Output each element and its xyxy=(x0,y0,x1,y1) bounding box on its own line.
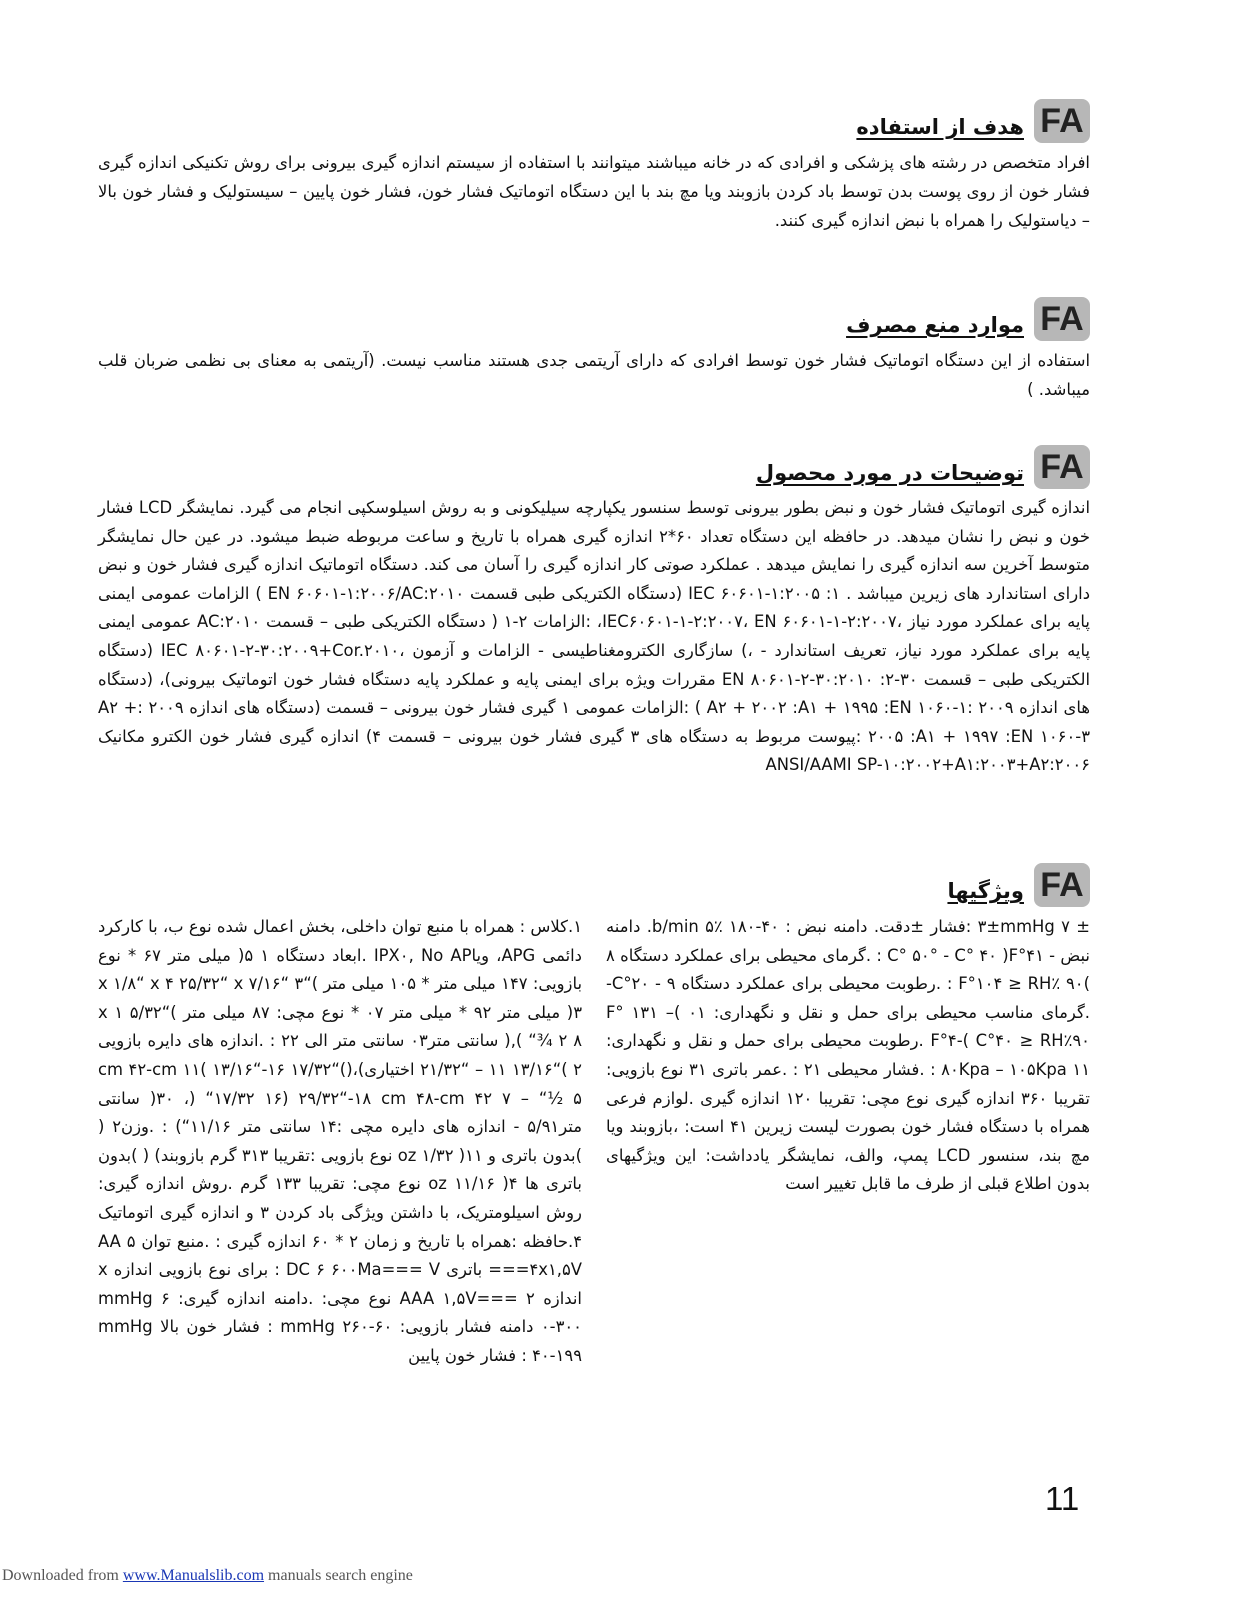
language-badge: FA xyxy=(1034,445,1090,489)
section-header xyxy=(98,296,1090,342)
manualslib-link[interactable]: www.Manualslib.com xyxy=(122,1567,265,1584)
section-contraindications xyxy=(98,296,1090,404)
section-features xyxy=(98,862,1090,908)
section-body: استفاده از این دستگاه اتوماتیک فشار خون توسط افرادی که دارای آریتمی جدی هستند مناسب نیست. (آریتمی به معنای بی نظمی ضربان قلب میباشد. ) xyxy=(98,351,1090,399)
language-badge: FA xyxy=(1034,99,1090,143)
section-header xyxy=(98,862,1090,908)
section-header xyxy=(98,444,1090,490)
section-body: اندازه گیری اتوماتیک فشار خون و نبض بطور بیرونی توسط سنسور یکپارچه سیلیکونی و به روش اسیلوسکپی انجام می گیرد. نمایشگر LCD فشار خون و نبض را نشان میدهد. در حافظه این دستگاه تعداد ۶۰*۲ اندازه گیری همراه با تاریخ و ساعت مربوطه ضبط میشود. در عین حال نمایشگر متوسط آخرین سه اندازه گیری را نمایش میدهد . عملکرد صوتی کار اندازه گیری را آسان می کند. دستگاه اتوماتیک اندازه گیری فشار خون و نبض دارای استاندارد های زیرین میباشد . IEC ۶۰۶۰۱-۱:۲۰۰۵ :۱ (دستگاه الکتریکی طبی قسمت EN ۶۰۶۰۱-۱:۲۰۰۶/AC:۲۰۱۰ ) الزامات عمومی ایمنی پایه برای عملکرد مورد نیاز ،IEC۶۰۶۰۱-۱-۲:۲۰۰۷، EN ۶۰۶۰۱-۱-۲:۲۰۰۷، :الزامات ۲-۱ ( دستگاه الکتریکی طبی – قسمت AC:۲۰۱۰ عمومی ایمنی پایه برای عملکرد مورد نیاز، تعریف استاندارد - ،) سازگاری الکترومغناطیسی - الزامات و آزمون ،IEC ۸۰۶۰۱-۲-۳۰:۲۰۰۹+Cor.۲۰۱۰ (دستگاه الکتریکی طبی – قسمت ۳۰-۲: EN ۸۰۶۰۱-۲-۳۰:۲۰۱۰ مقررات ویژه برای ایمنی پایه و عملکرد پایه دستگاه فشار خون اتوماتیک بیرونی)، (دستگاه های اندازه ۲۰۰۹ :A۲ + ۲۰۰۲ :A۱ + ۱۹۹۵ :EN ۱۰۶۰-۱ ) :الزامات عمومی ۱ گیری فشار خون بیرونی – قسمت (دستگاه های اندازه ۲۰۰۹ :A۲ + ۲۰۰۵ :A۱ + ۱۹۹۷ :EN ۱۰۶۰-۳ :پیوست مربوط به دستگاه های ۳ گیری فشار خون بیرونی – قسمت ۴) اندازه گیری فشار خون الکترو مکانیک ANSI/AAMI SP-۱۰:۲۰۰۲+A۱:۲۰۰۳+A۲:۲۰۰۶ xyxy=(98,498,1091,775)
language-badge: FA xyxy=(1034,297,1090,341)
footer-suffix: manuals search engine xyxy=(264,1567,413,1584)
section-title: ویژگیها xyxy=(947,879,1024,903)
download-footer xyxy=(2,1567,413,1585)
features-right-column: ± ۳±mmHg ۷ :فشار ±دقت. دامنه نبض : ۴۰-۱۸۰ b/min ۵٪. دامنه نبض - F°۴۱( C° ۵۰° - C° ۴۰ : .گرمای محیطی برای عملکرد دستگاه ۸ )F°۱۰۴ ≥ RH٪ ۹۰ : .رطوبت محیطی برای عملکرد دستگاه ۹ - C°۲۰- .گرمای مناسب محیطی برای حمل و نقل و نگهداری: ۰۱ )F° ۱۳۱ – F°۴-( C°۴۰ ≥ RH٪۹۰ .رطوبت محیطی برای حمل و نقل و نگهداری: ۱۱ ۸۰Kpa – ۱۰۵Kpa : .فشار محیطی ۲۱ : .عمر باتری ۳۱ نوع بازویی: تقریبا ۳۶۰ اندازه گیری نوع مچی: تقریبا ۱۲۰ اندازه گیری .لوازم فرعی همراه با دستگاه فشار خون بصورت لیست زیرین ۴۱ است: ،بازوبند ویا مچ بند، سنسور LCD پمپ، والف، نمایشگر یادداشت: این ویژگیهای بدون اطلاع قبلی از طرف ما قابل تغییر است xyxy=(606,917,1091,1194)
section-body: افراد متخصص در رشته های پزشکی و افرادی که در خانه میباشند میتوانند با استفاده از سیستم اندازه گیری بیرونی برای روش تکنیکی اندازه گیری فشار خون از روی پوست بدن توسط باد کردن بازوبند ویا مچ بند با این دستگاه اتوماتیک فشار خون، فشار خون پایین – سیستولیک و فشار خون بالا – دیاستولیک را همراه با نبض اندازه گیری کنند. xyxy=(98,153,1090,230)
section-purpose xyxy=(98,98,1090,235)
section-header xyxy=(98,98,1090,144)
section-title: توضیحات در مورد محصول xyxy=(755,461,1024,485)
page-number: 11 xyxy=(1045,1480,1080,1517)
section-title: هدف از استفاده xyxy=(856,115,1024,139)
features-left-column: ۱.کلاس : همراه با منبع توان داخلی، بخش اعمال شده نوع ب، با کارکرد دائمی APG، ویاIPX۰, No AP .ابعاد دستگاه ۱ ۵( میلی متر ۶۷ * نوع بازویی: ۱۴۷ میلی متر * ۱۰۵ میلی متر )“۳ x ۱/۸“ x ۴ ۲۵/۳۲“ x ۷/۱۶“ ۳( میلی متر ۹۲ * میلی متر ۰۷ * نوع مچی: ۸۷ میلی متر )“۵/۳۲ x ۱ “¾ ۲ ۸ ),( سانتی متر۰۳ سانتی متر الی ۲۲ : .اندازه های دایره بازویی ۲ )“۱۳/۱۶ ۱۱ – “۲۱/۳۲ اختیاری)،()“۱۷/۳۲ ۱۶-“۱۳/۱۶ )۱۱ cm ۴۲-cm ۳۰ ،) “۱۷/۳۲ ۱۶) ۲۹/۳۲“-۱۸ cm ۴۸-cm ۴۲ ۷ – “½ ۵( سانتی متر۵/۹۱ - اندازه های دایره مچی :۱۴ سانتی متر ۱۱/۱۶“) : .وزن۲ ( )بدون باتری و oz ۱/۳۲ )۱۱ نوع بازویی :تقریبا ۳۱۳ گرم بازوبند) ( )بدون باتری ها oz ۱۱/۱۶ )۴ نوع مچی: تقریبا ۱۳۳ گرم .روش اندازه گیری: روش اسیلومتریک، با داشتن ویژگی باد کردن ۳ و اندازه گیری اتوماتیک ۴.حافظه :همراه با تاریخ و زمان ۲ * ۶۰ اندازه گیری : .منبع توان ۵ AA ۴x۱,۵V=== باتری DC ۶ ۶۰۰Ma=== V : برای نوع بازویی اندازه x اندازه AAA ۱,۵V=== ۲ نوع مچی: .دامنه اندازه گیری: ۶ mmHg ۰-۳۰۰ دامنه فشار بازویی: mmHg ۲۶۰-۶۰ : فشار خون بالا mmHg ۴۰-۱۹۹ : فشار خون پایین xyxy=(98,917,583,1365)
footer-prefix: Downloaded from xyxy=(2,1567,123,1584)
section-title: موارد منع مصرف xyxy=(846,313,1024,337)
section-description xyxy=(98,444,1090,780)
language-badge: FA xyxy=(1034,863,1090,907)
